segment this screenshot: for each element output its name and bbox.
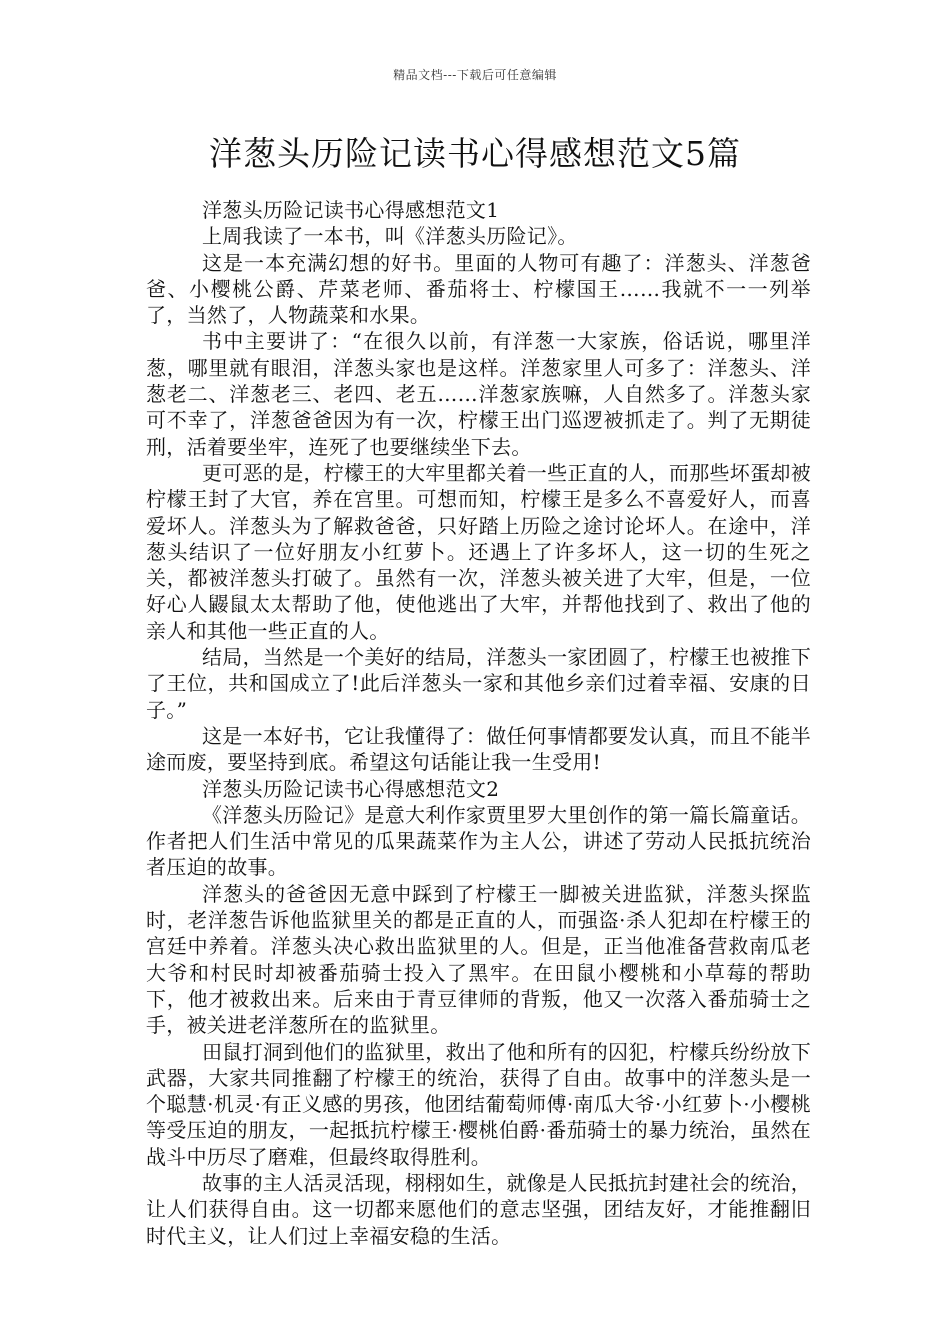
paragraph: 结局，当然是一个美好的结局，洋葱头一家团圆了，柠檬王也被推下了王位，共和国成立了!此后洋葱头一家和其他乡亲们过着幸福、安康的日子。” xyxy=(146,645,811,722)
paragraph: 洋葱头的爸爸因无意中踩到了柠檬王一脚被关进监狱，洋葱头探监时，老洋葱告诉他监狱里关的都是正直的人，而强盗·杀人犯却在柠檬王的宫廷中养着。洋葱头决心救出监狱里的人。但是，正当他准备营救南瓜老大爷和村民时却被番茄骑士投入了黑牢。在田鼠小樱桃和小草莓的帮助下，他才被救出来。后来由于青豆律师的背叛，他又一次落入番茄骑士之手，被关进老洋葱所在的监狱里。 xyxy=(146,881,811,1038)
section-heading-2: 洋葱头历险记读书心得感想范文2 xyxy=(202,776,500,801)
paragraph: 上周我读了一本书，叫《洋葱头历险记》。 xyxy=(202,224,578,249)
paragraph: 这是一本好书，它让我懂得了：做任何事情都要发认真，而且不能半途而废，要坚持到底。希望这句话能让我一生受用! xyxy=(146,723,811,775)
paragraph: 田鼠打洞到他们的监狱里，救出了他和所有的囚犯，柠檬兵纷纷放下武器，大家共同推翻了柠檬王的统治，获得了自由。故事中的洋葱头是一个聪慧·机灵·有正义感的男孩，他团结葡萄师傅·南瓜大爷·小红萝卜·小樱桃等受压迫的朋友，一起抵抗柠檬王·樱桃伯爵·番茄骑士的暴力统治，虽然在战斗中历尽了磨难，但最终取得胜利。 xyxy=(146,1039,811,1169)
paragraph: 这是一本充满幻想的好书。里面的人物可有趣了：洋葱头、洋葱爸爸、小樱桃公爵、芹菜老师、番茄将士、柠檬国王……我就不一一列举了，当然了，人物蔬菜和水果。 xyxy=(146,250,811,328)
document-title: 洋葱头历险记读书心得感想范文5篇 xyxy=(209,134,741,173)
document-body xyxy=(146,197,811,1249)
section-heading-1: 洋葱头历险记读书心得感想范文1 xyxy=(202,198,500,222)
paragraph: 《洋葱头历险记》是意大利作家贾里罗大里创作的第一篇长篇童话。作者把人们生活中常见的瓜果蔬菜作为主人公，讲述了劳动人民抵抗统治者压迫的故事。 xyxy=(146,802,811,880)
paragraph: 书中主要讲了：“在很久以前，有洋葱一大家族，俗话说，哪里洋葱，哪里就有眼泪，洋葱头家也是这样。洋葱家里人可多了：洋葱头、洋葱老二、洋葱老三、老四、老五……洋葱家族嘛，人自然多了。洋葱头家可不幸了，洋葱爸爸因为有一次，柠檬王出门巡逻被抓走了。判了无期徒刑，活着要坐牢，连死了也要继续坐下去。 xyxy=(146,329,811,459)
paragraph: 更可恶的是，柠檬王的大牢里都关着一些正直的人，而那些坏蛋却被柠檬王封了大官，养在宫里。可想而知，柠檬王是多么不喜爱好人，而喜爱坏人。洋葱头为了解救爸爸，只好踏上历险之途讨论坏人。在途中，洋葱头结识了一位好朋友小红萝卜。还遇上了许多坏人，这一切的生死之关，都被洋葱头打破了。虽然有一次，洋葱头被关进了大牢，但是，一位好心人鼹鼠太太帮助了他，使他逃出了大牢，并帮他找到了、救出了他的亲人和其他一些正直的人。 xyxy=(146,460,811,643)
paragraph: 故事的主人活灵活现，栩栩如生，就像是人民抵抗封建社会的统治，让人们获得自由。这一切都来愿他们的意志坚强，团结友好，才能推翻旧时代主义，让人们过上幸福安稳的生活。 xyxy=(146,1170,811,1248)
page-header-note: 精品文档---下载后可任意编辑 xyxy=(393,68,557,82)
